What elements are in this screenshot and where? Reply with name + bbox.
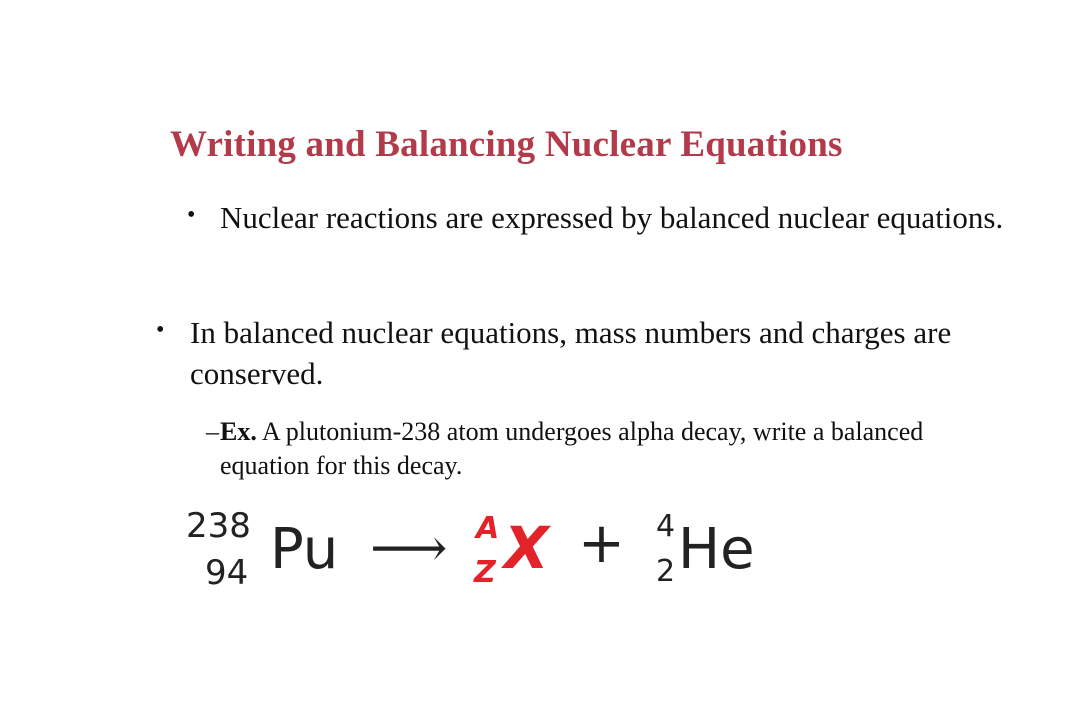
unknown-mass-number: A (476, 511, 500, 546)
slide-title: Writing and Balancing Nuclear Equations (170, 124, 843, 165)
sub-bullet-marker: – (206, 417, 219, 446)
example-text: A plutonium-238 atom undergoes alpha decay, write a balanced equation for this decay. (220, 417, 924, 480)
product-atomic-number: 2 (656, 554, 676, 589)
bullet-item (156, 312, 1070, 394)
plus-sign: + (578, 511, 625, 576)
reaction-arrow: ⟶ (370, 516, 448, 579)
nuclear-equation (186, 500, 806, 600)
product-symbol: He (678, 517, 755, 582)
reactant-mass-number: 238 (186, 506, 251, 546)
sub-bullet-example (206, 415, 1000, 483)
bullet-text: Nuclear reactions are expressed by balanced nuclear equations. (220, 200, 1004, 235)
bullet-item (187, 197, 1020, 238)
bullet-text: In balanced nuclear equations, mass numbers and charges are conserved. (190, 315, 952, 391)
reactant-symbol: Pu (270, 517, 339, 582)
bullet-marker: • (156, 317, 165, 343)
example-label: Ex. (220, 417, 257, 446)
bullet-marker: • (187, 202, 196, 228)
product-mass-number: 4 (656, 509, 676, 544)
unknown-symbol: X (504, 514, 549, 582)
unknown-atomic-number: Z (474, 555, 496, 590)
reactant-atomic-number: 94 (205, 553, 249, 593)
